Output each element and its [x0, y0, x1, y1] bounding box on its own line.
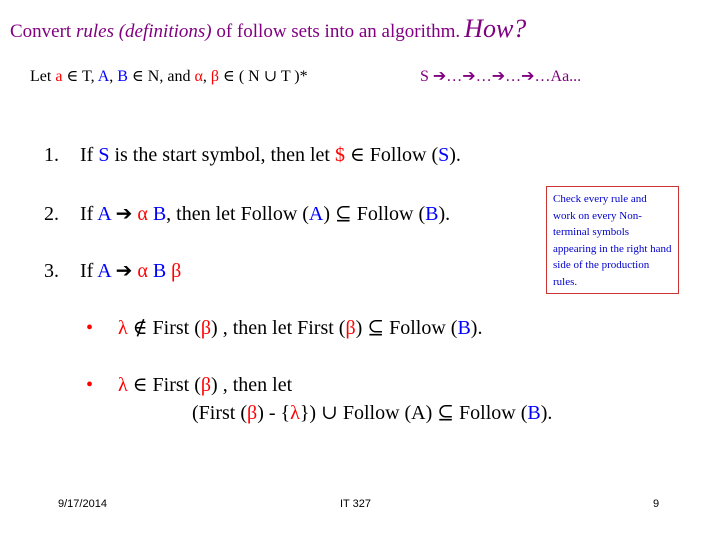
symbol-beta: β: [171, 260, 182, 282]
arrow-icon: ➔: [110, 260, 138, 282]
title-how: How?: [464, 14, 527, 43]
bullet-text: ) ⊆ Follow (: [355, 317, 458, 339]
let-text: ∈ T,: [62, 68, 98, 85]
rule-2: [44, 201, 450, 226]
rule-number: 3.: [44, 260, 59, 282]
bullet-text: ).: [470, 317, 483, 339]
symbol-A: A: [97, 203, 111, 225]
rule-text: If: [80, 203, 98, 225]
symbol-A: A: [308, 203, 324, 225]
bullet-text: ) , then let: [211, 374, 293, 396]
symbol-beta: β: [200, 374, 212, 396]
let-definition-line: [30, 66, 308, 86]
rule-number: 1.: [44, 144, 59, 166]
bullet-text: ).: [540, 402, 553, 424]
rule-number: 2.: [44, 203, 59, 225]
symbol-B: B: [117, 68, 128, 85]
symbol-S: S: [438, 144, 450, 166]
symbol-dollar: $: [334, 144, 345, 166]
let-text: ,: [202, 68, 211, 85]
footer-page-number: 9: [653, 498, 660, 510]
let-text: ∈ N, and: [127, 68, 195, 85]
rule-text: If: [80, 260, 98, 282]
symbol-lambda: λ: [118, 317, 128, 339]
rule-text: ).: [438, 203, 451, 225]
derivation-line: S ➔…➔…➔…➔…Aa...: [420, 68, 582, 85]
symbol-S: S: [98, 144, 110, 166]
rule-3: [44, 258, 181, 283]
bullet-text: ∈ First (: [127, 374, 201, 396]
rule-text: is the start symbol, then let: [109, 144, 335, 166]
bullet-text: }) ∪ Follow (A) ⊆ Follow (: [299, 402, 528, 424]
title-part1: Convert: [10, 21, 76, 42]
bullet-continuation: [192, 400, 552, 425]
bullet-text: ) - {: [257, 402, 291, 424]
symbol-B: B: [152, 260, 167, 282]
let-text: ∈ ( N ∪ T )*: [218, 68, 308, 85]
symbol-alpha: α: [137, 203, 148, 225]
symbol-lambda: λ: [290, 402, 300, 424]
symbol-B: B: [457, 317, 471, 339]
footer-date: 9/17/2014: [58, 498, 107, 510]
let-text: ,: [109, 68, 118, 85]
symbol-A: A: [97, 260, 111, 282]
rule-text: , then let Follow (: [166, 203, 309, 225]
arrow-icon: ➔: [110, 203, 138, 225]
symbol-beta: β: [345, 317, 356, 339]
bullet-icon: •: [86, 317, 94, 339]
bullet-text: ∉ First (: [127, 317, 201, 339]
title-rules-definitions: rules (definitions): [75, 21, 212, 42]
rule-text: ∈ Follow (: [344, 144, 439, 166]
let-text: Let: [30, 68, 56, 85]
symbol-a: a: [55, 68, 63, 85]
bullet-lambda-not-in-first: [86, 315, 482, 340]
symbol-beta: β: [210, 68, 219, 85]
bullet-lambda-in-first: [86, 372, 292, 397]
slide-title: [10, 14, 526, 44]
symbol-B: B: [527, 402, 541, 424]
symbol-alpha: α: [194, 68, 203, 85]
symbol-beta: β: [200, 317, 212, 339]
rule-1: [44, 142, 461, 167]
symbol-alpha: α: [137, 260, 148, 282]
symbol-lambda: λ: [118, 374, 128, 396]
title-part3: of follow sets into an algorithm.: [211, 21, 461, 42]
rule-text: If: [80, 144, 99, 166]
bullet-icon: •: [86, 374, 94, 396]
bullet-text: (First (: [192, 402, 247, 424]
note-box: Check every rule and work on every Non-terminal symbols appearing in the right hand side of the production rules.: [546, 186, 679, 294]
symbol-A: A: [97, 68, 110, 85]
rule-text: ).: [449, 144, 461, 166]
rule-text: ) ⊆ Follow (: [323, 203, 426, 225]
bullet-text: ) , then let First (: [211, 317, 346, 339]
symbol-beta: β: [247, 402, 258, 424]
footer-course: IT 327: [340, 498, 371, 510]
symbol-B: B: [152, 203, 167, 225]
symbol-B: B: [425, 203, 439, 225]
